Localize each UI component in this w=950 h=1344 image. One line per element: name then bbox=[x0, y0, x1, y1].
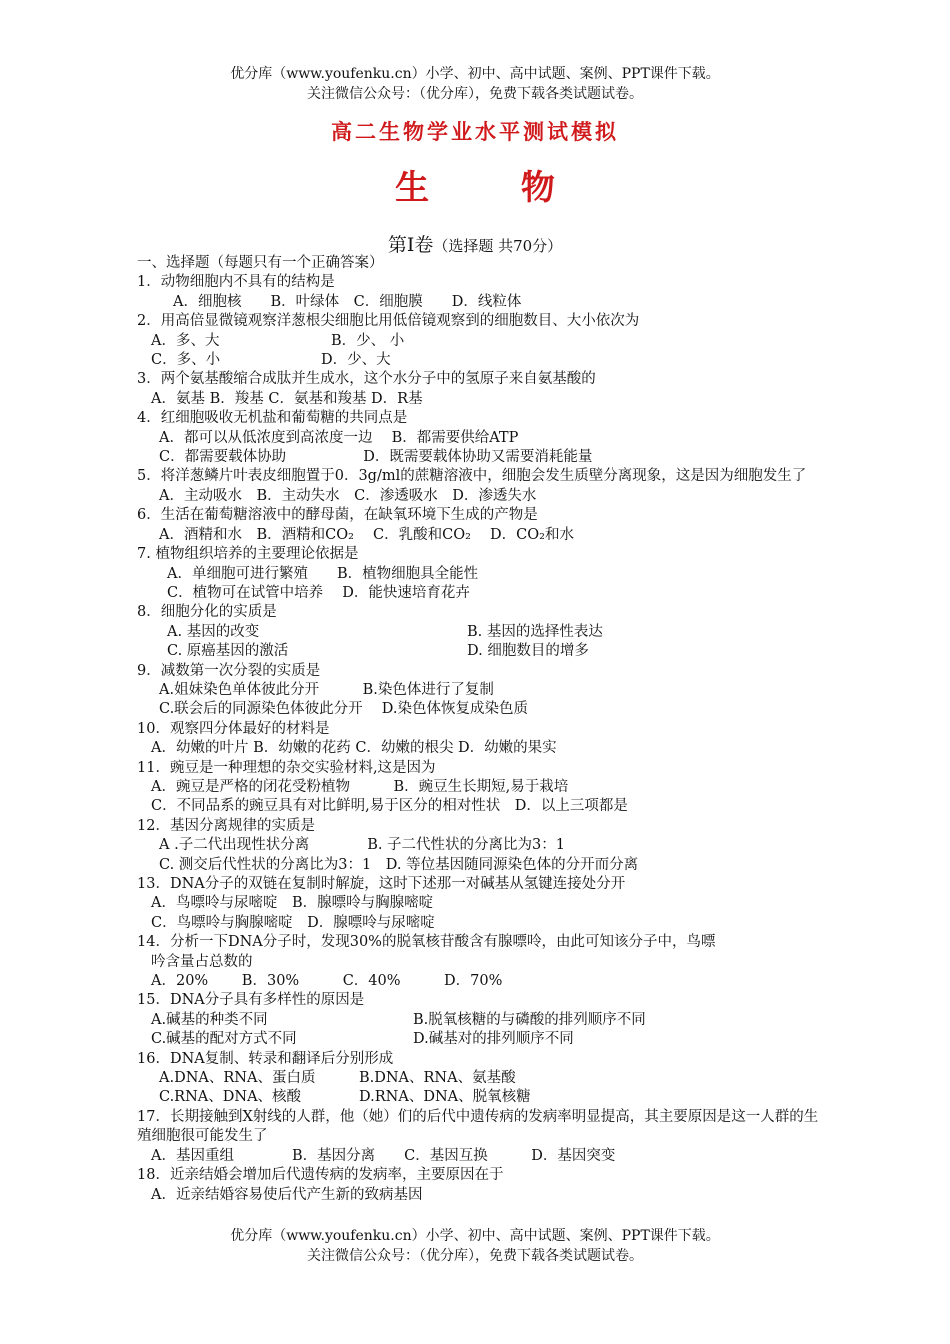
question-options: A.姐妹染色单体彼此分开 B.染色体进行了复制 bbox=[159, 681, 494, 698]
option: D.碱基对的排列顺序不同 bbox=[413, 1031, 574, 1048]
question-options bbox=[137, 351, 827, 370]
question-options: A．都可以从低浓度到高浓度一边 B．都需要供给ATP bbox=[159, 429, 519, 446]
volume-label: 第Ⅰ卷 bbox=[387, 234, 434, 256]
question-options: A．酒精和水 B．酒精和CO₂ C．乳酸和CO₂ D．CO₂和水 bbox=[159, 526, 574, 543]
question-stem-continued: 吟含量占总数的 bbox=[151, 953, 253, 970]
option: C.碱基的配对方式不同 bbox=[151, 1031, 297, 1048]
question-stem: 4．红细胞吸收无机盐和葡萄糖的共同点是 bbox=[137, 410, 408, 427]
volume-heading bbox=[0, 230, 950, 257]
question-options: C．植物可在试管中培养 D．能快速培育花卉 bbox=[167, 584, 470, 601]
option: B．少、 小 bbox=[331, 332, 405, 349]
question-options: C.RNA、DNA、核酸 D.RNA、DNA、脱氧核糖 bbox=[159, 1089, 531, 1106]
question-options: A．20% B．30% C．40% D．70% bbox=[151, 973, 503, 990]
question-stem: 16．DNA复制、转录和翻译后分别形成 bbox=[137, 1050, 394, 1067]
question-options: C．不同品系的豌豆具有对比鲜明,易于区分的相对性状 D．以上三项都是 bbox=[151, 798, 628, 815]
option: A．多、大 bbox=[151, 332, 220, 349]
subject-title: 生 物 bbox=[395, 168, 595, 208]
page-footer bbox=[0, 1226, 950, 1266]
footer-line-1: 优分库（www.youfenku.cn）小学、初中、高中试题、案例、PPT课件下载。 bbox=[230, 1228, 720, 1244]
question-list bbox=[137, 254, 827, 1205]
option: C. 原癌基因的激活 bbox=[167, 643, 289, 660]
question-stem: 2．用高倍显微镜观察洋葱根尖细胞比用低倍镜观察到的细胞数目、大小依次为 bbox=[137, 313, 640, 330]
question-options: A．幼嫩的叶片 B．幼嫩的花药 C．幼嫩的根尖 D．幼嫩的果实 bbox=[151, 740, 557, 757]
question-stem: 6．生活在葡萄糖溶液中的酵母菌，在缺氧环境下生成的产物是 bbox=[137, 507, 538, 524]
section-heading: 一、选择题（每题只有一个正确答案） bbox=[137, 255, 384, 271]
question-options bbox=[137, 623, 827, 642]
option: B. 基因的选择性表达 bbox=[467, 623, 603, 640]
question-stem: 12．基因分离规律的实质是 bbox=[137, 817, 315, 834]
question-options bbox=[137, 1030, 827, 1049]
question-options: A．氨基 B．羧基 C．氨基和羧基 D．R基 bbox=[151, 390, 423, 407]
option: A.碱基的种类不同 bbox=[151, 1011, 268, 1028]
question-stem: 1．动物细胞内不具有的结构是 bbox=[137, 274, 335, 291]
question-options: A．豌豆是严格的闭花受粉植物 B．豌豆生长期短,易于栽培 bbox=[151, 778, 569, 795]
question-options: A．近亲结婚容易使后代产生新的致病基因 bbox=[151, 1186, 423, 1203]
question-options: C.联会后的同源染色体彼此分开 D.染色体恢复成染色质 bbox=[159, 701, 529, 718]
option: B.脱氧核糖的与磷酸的排列顺序不同 bbox=[413, 1011, 646, 1028]
question-stem: 14．分析一下DNA分子时，发现30%的脱氧核苷酸含有腺嘌呤，由此可知该分子中，鸟嘌 bbox=[137, 934, 716, 951]
footer-line-2: 关注微信公众号：（优分库），免费下载各类试题试卷。 bbox=[307, 1248, 643, 1264]
question-stem: 10．观察四分体最好的材料是 bbox=[137, 720, 330, 737]
option: D. 细胞数目的增多 bbox=[467, 643, 589, 660]
question-stem: 3．两个氨基酸缩合成肽并生成水，这个水分子中的氢原子来自氨基酸的 bbox=[137, 371, 596, 388]
question-options: A．单细胞可进行繁殖 B．植物细胞具全能性 bbox=[167, 565, 479, 582]
page-header bbox=[0, 64, 950, 104]
question-stem: 8．细胞分化的实质是 bbox=[137, 604, 277, 621]
question-stem: 9．减数第一次分裂的实质是 bbox=[137, 662, 321, 679]
question-options: C．鸟嘌呤与胸腺嘧啶 D．腺嘌呤与尿嘧啶 bbox=[151, 914, 435, 931]
question-options: A .子二代出现性状分离 B. 子二代性状的分离比为3：1 bbox=[159, 837, 566, 854]
question-stem: 17．长期接触到Ⅹ射线的人群，他（她）们的后代中遗传病的发病率明显提高，其主要原因是这一人群的生殖细胞很可能发生了 bbox=[137, 1108, 819, 1145]
question-stem: 11．豌豆是一种理想的杂交实验材料,这是因为 bbox=[137, 759, 436, 776]
question-options: A．细胞核 B．叶绿体 C．细胞膜 D．线粒体 bbox=[173, 293, 522, 310]
option: A. 基因的改变 bbox=[167, 623, 260, 640]
question-options: A．基因重组 B．基因分离 C．基因互换 D．基因突变 bbox=[151, 1147, 616, 1164]
question-stem: 15．DNA分子具有多样性的原因是 bbox=[137, 992, 365, 1009]
question-options bbox=[137, 1011, 827, 1030]
header-line-2: 关注微信公众号：（优分库），免费下载各类试题试卷。 bbox=[307, 86, 643, 102]
question-options: C. 测交后代性状的分离比为3：1 D. 等位基因随同源染色体的分开而分离 bbox=[159, 856, 639, 873]
question-options: C．都需要载体协助 D．既需要载体协助又需要消耗能量 bbox=[159, 449, 593, 466]
question-stem: 5．将洋葱鳞片叶表皮细胞置于0．3g/ml的蔗糖溶液中，细胞会发生质壁分离现象，这是因为细胞发生了 bbox=[137, 468, 807, 485]
header-line-1: 优分库（www.youfenku.cn）小学、初中、高中试题、案例、PPT课件下载。 bbox=[230, 66, 720, 82]
exam-title: 高二生物学业水平测试模拟 bbox=[331, 120, 619, 144]
question-options: A.DNA、RNA、蛋白质 B.DNA、RNA、氨基酸 bbox=[159, 1070, 516, 1087]
question-stem: 7. 植物组织培养的主要理论依据是 bbox=[137, 546, 359, 563]
option: C．多、小 bbox=[151, 352, 221, 369]
volume-note: （选择题 共70分） bbox=[433, 237, 563, 255]
question-stem: 13．DNA分子的双链在复制时解旋，这时下述那一对碱基从氢键连接处分开 bbox=[137, 876, 626, 892]
question-options bbox=[137, 642, 827, 661]
option: D．少、大 bbox=[321, 352, 391, 369]
question-options: A．鸟嘌呤与尿嘧啶 B．腺嘌呤与胸腺嘧啶 bbox=[151, 895, 434, 912]
question-options: A．主动吸水 B．主动失水 C．渗透吸水 D．渗透失水 bbox=[159, 487, 537, 504]
question-options bbox=[137, 332, 827, 351]
question-stem: 18．近亲结婚会增加后代遗传病的发病率，主要原因在于 bbox=[137, 1167, 504, 1184]
